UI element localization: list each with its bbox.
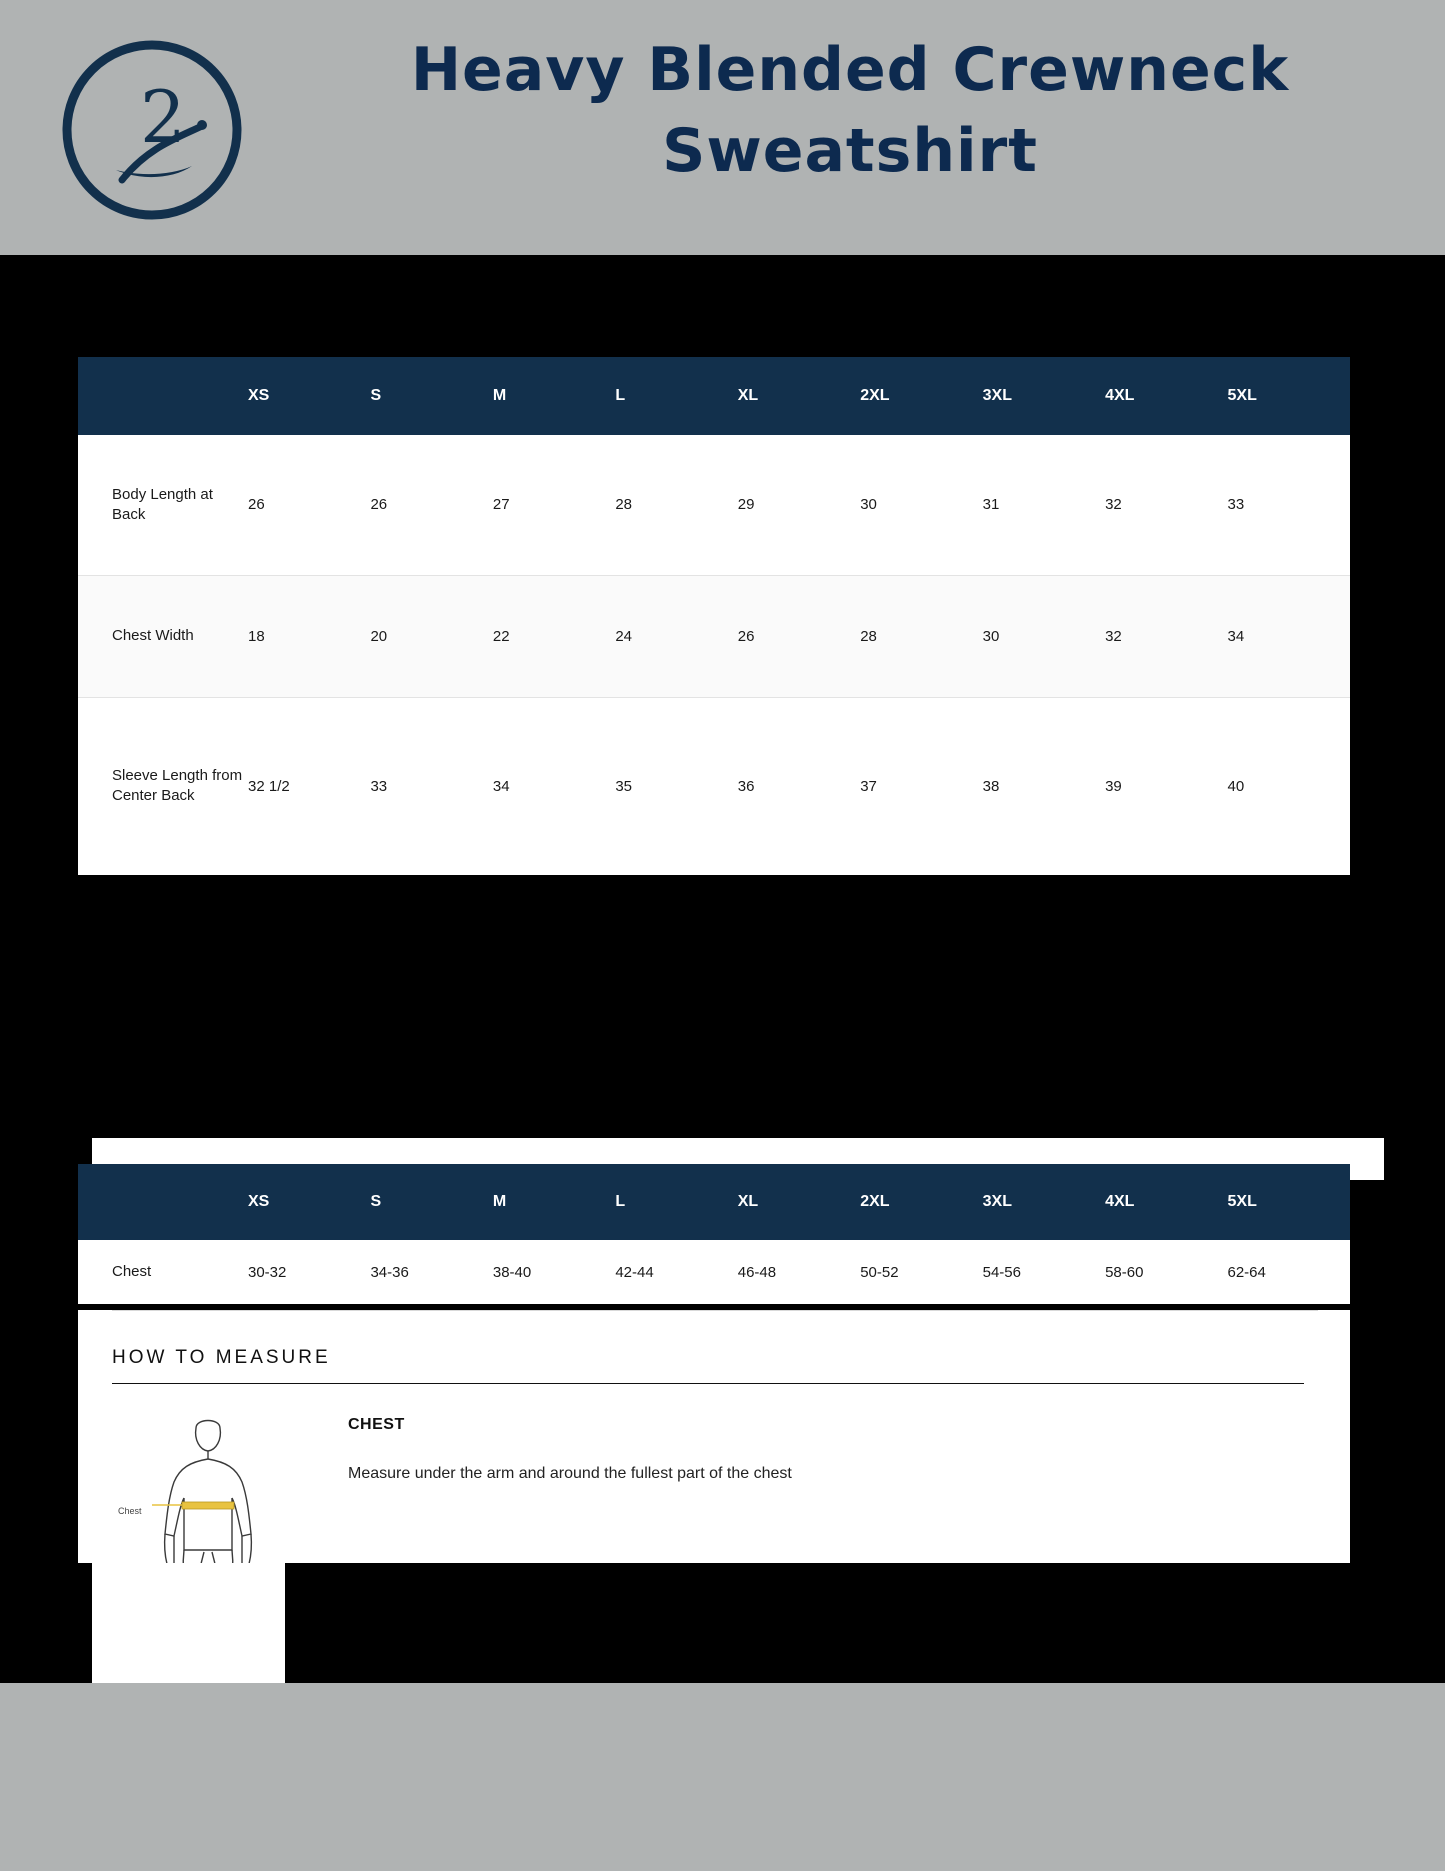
measure-item-title: CHEST — [348, 1416, 405, 1433]
cell-chest-width-l: 24 — [615, 575, 737, 697]
cell-chest-width-5xl: 34 — [1228, 575, 1351, 697]
cell-chest-xs: 30-32 — [248, 1240, 370, 1304]
column-header-4xl: 4XL — [1105, 1164, 1227, 1240]
cell-chest-width-2xl: 28 — [860, 575, 982, 697]
cell-sleeve-length-5xl: 40 — [1228, 697, 1351, 875]
cell-sleeve-length-m: 34 — [493, 697, 615, 875]
cell-body-length-xl: 29 — [738, 435, 860, 575]
cell-sleeve-length-s: 33 — [370, 697, 492, 875]
column-header-s: S — [370, 1164, 492, 1240]
cell-sleeve-length-2xl: 37 — [860, 697, 982, 875]
table-row — [78, 697, 1350, 875]
row-label-chest-width: Chest Width — [78, 575, 248, 697]
cell-chest-2xl: 50-52 — [860, 1240, 982, 1304]
cell-body-length-l: 28 — [615, 435, 737, 575]
column-header-measurement — [78, 1164, 248, 1240]
figure-chest-label: Chest — [118, 1506, 142, 1516]
figure-overflow-area — [92, 1563, 285, 1683]
column-header-5xl: 5XL — [1228, 1164, 1351, 1240]
column-header-m: M — [493, 357, 615, 435]
column-header-m: M — [493, 1164, 615, 1240]
cell-chest-m: 38-40 — [493, 1240, 615, 1304]
column-header-xs: XS — [248, 1164, 370, 1240]
cell-sleeve-length-4xl: 39 — [1105, 697, 1227, 875]
cell-body-length-2xl: 30 — [860, 435, 982, 575]
cell-chest-width-s: 20 — [370, 575, 492, 697]
page-title: Heavy Blended Crewneck Sweatshirt — [410, 35, 1290, 186]
table-header-row — [78, 357, 1350, 435]
cell-chest-xl: 46-48 — [738, 1240, 860, 1304]
table-row — [78, 575, 1350, 697]
row-label-chest: Chest — [78, 1240, 248, 1304]
cell-body-length-5xl: 33 — [1228, 435, 1351, 575]
garment-measurements-table — [78, 357, 1350, 875]
row-label-sleeve-length: Sleeve Length from Center Back — [78, 697, 248, 875]
cell-body-length-s: 26 — [370, 435, 492, 575]
cell-sleeve-length-xl: 36 — [738, 697, 860, 875]
column-header-xl: XL — [738, 1164, 860, 1240]
cell-body-length-xs: 26 — [248, 435, 370, 575]
page-header — [0, 0, 1445, 255]
background-mask-left — [0, 1563, 92, 1683]
cell-body-length-3xl: 31 — [983, 435, 1105, 575]
how-to-measure-section — [78, 1310, 1350, 1600]
page-footer — [0, 1683, 1445, 1871]
body-measurements-table — [78, 1164, 1350, 1304]
column-header-3xl: 3XL — [983, 1164, 1105, 1240]
cell-sleeve-length-l: 35 — [615, 697, 737, 875]
cell-chest-s: 34-36 — [370, 1240, 492, 1304]
cell-chest-width-xl: 26 — [738, 575, 860, 697]
column-header-measurement — [78, 357, 248, 435]
cell-chest-width-xs: 18 — [248, 575, 370, 697]
cell-body-length-4xl: 32 — [1105, 435, 1227, 575]
table-row — [78, 435, 1350, 575]
table-row — [78, 1240, 1350, 1304]
column-header-s: S — [370, 357, 492, 435]
table-header-row — [78, 1164, 1350, 1240]
cell-sleeve-length-3xl: 38 — [983, 697, 1105, 875]
cell-body-length-m: 27 — [493, 435, 615, 575]
cell-chest-width-m: 22 — [493, 575, 615, 697]
column-header-3xl: 3XL — [983, 357, 1105, 435]
cell-chest-5xl: 62-64 — [1228, 1240, 1351, 1304]
column-header-xs: XS — [248, 357, 370, 435]
column-header-xl: XL — [738, 357, 860, 435]
cell-chest-4xl: 58-60 — [1105, 1240, 1227, 1304]
column-header-5xl: 5XL — [1228, 357, 1351, 435]
cell-sleeve-length-xs: 32 1/2 — [248, 697, 370, 875]
cell-chest-3xl: 54-56 — [983, 1240, 1105, 1304]
background-mask-right — [285, 1563, 1445, 1683]
column-header-2xl: 2XL — [860, 1164, 982, 1240]
cell-chest-width-4xl: 32 — [1105, 575, 1227, 697]
row-label-body-length: Body Length at Back — [78, 435, 248, 575]
column-header-l: L — [615, 357, 737, 435]
cell-chest-l: 42-44 — [615, 1240, 737, 1304]
brand-logo-icon — [52, 30, 252, 230]
how-to-measure-title: HOW TO MEASURE — [112, 1347, 331, 1368]
svg-text:2: 2 — [140, 75, 186, 159]
cell-chest-width-3xl: 30 — [983, 575, 1105, 697]
column-header-4xl: 4XL — [1105, 357, 1227, 435]
measure-item-description: Measure under the arm and around the fullest part of the chest — [348, 1465, 792, 1482]
column-header-2xl: 2XL — [860, 357, 982, 435]
column-header-l: L — [615, 1164, 737, 1240]
